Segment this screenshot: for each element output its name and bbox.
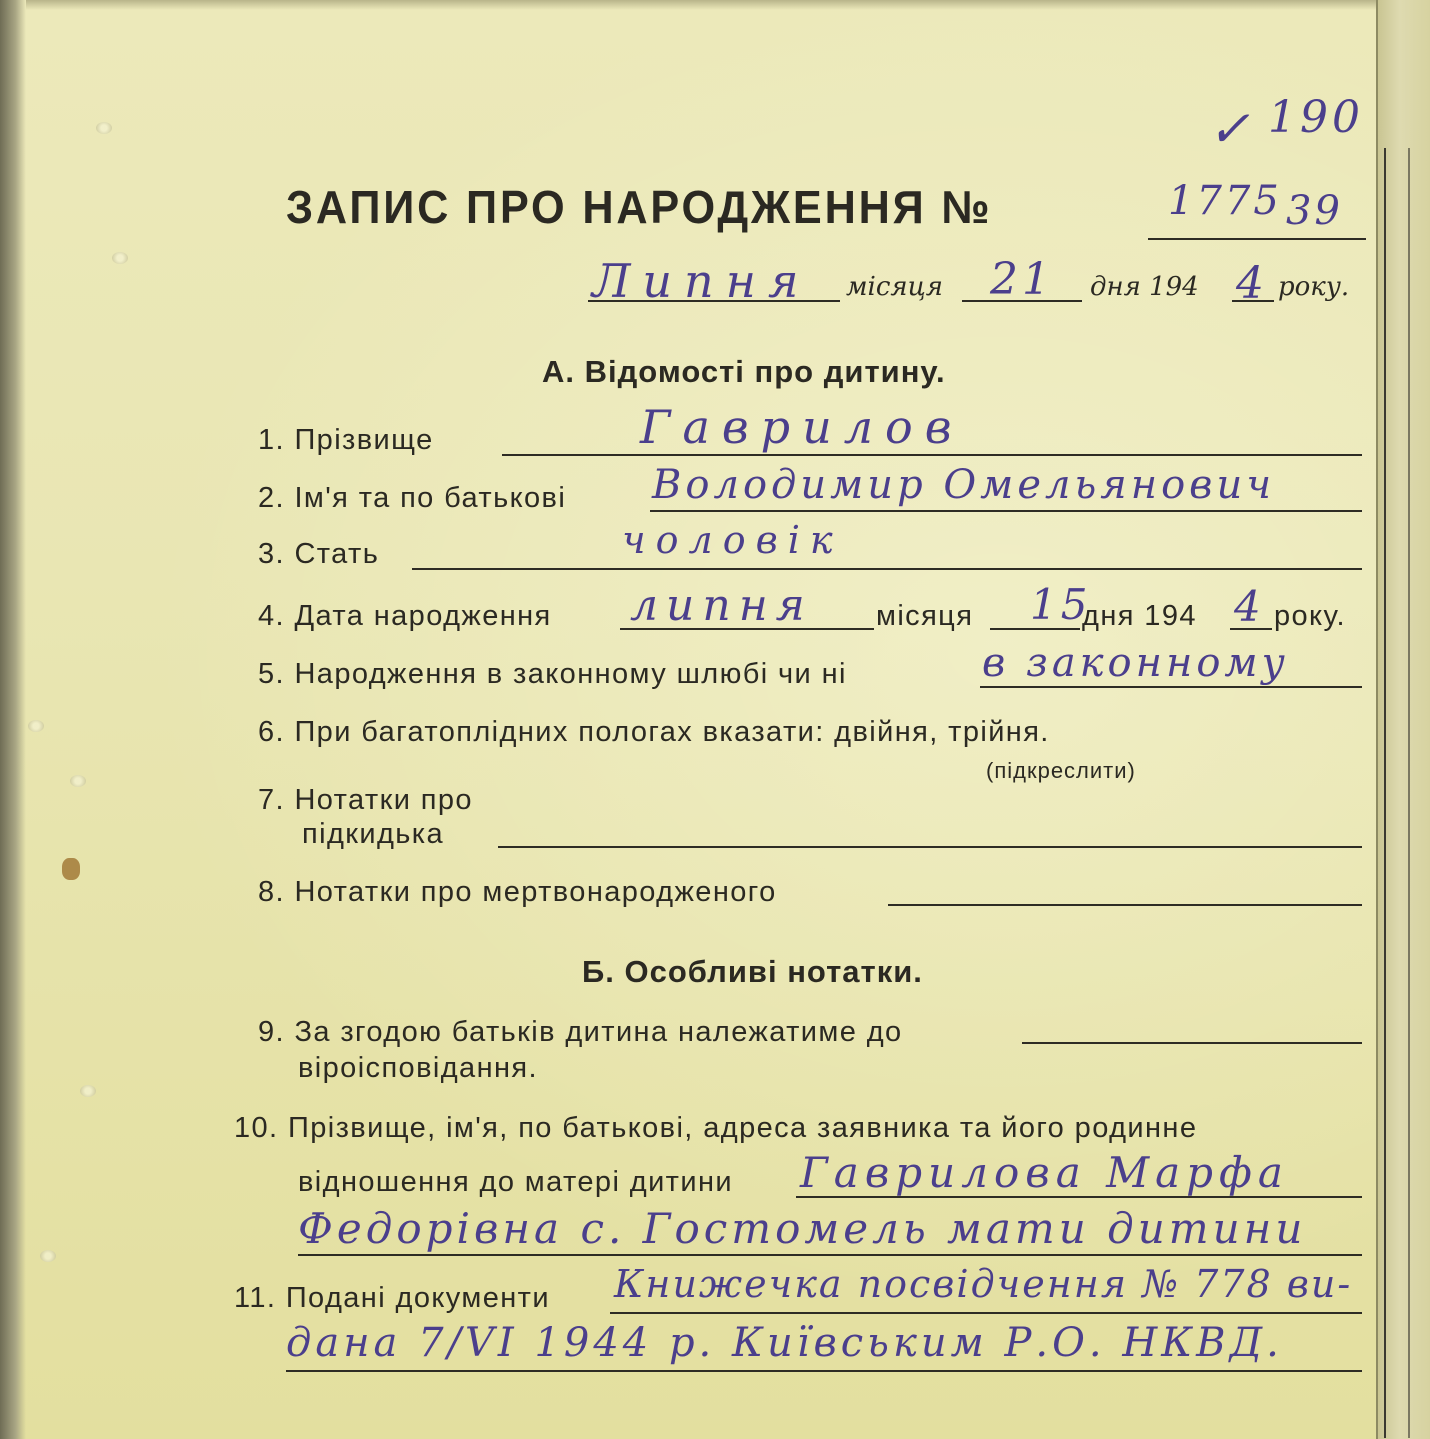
- birth-year-value: 4: [1234, 582, 1265, 631]
- documents-value-line1: Книжечка посвідчення № 778 ви-: [614, 1262, 1353, 1306]
- field-10-line-2: [298, 1254, 1362, 1256]
- record-number-suffix: 39: [1286, 188, 1343, 234]
- page-top-edge: [26, 0, 1376, 10]
- registration-month-label: місяця: [846, 272, 944, 302]
- registration-day-label: дня 194: [1090, 272, 1199, 302]
- legitimacy-value: в законному: [982, 640, 1289, 686]
- page-left-edge: [0, 0, 26, 1439]
- binder-hole: [40, 1250, 56, 1262]
- birth-year-label: року.: [1274, 600, 1346, 632]
- field-2-line: [650, 510, 1362, 512]
- field-10-label-line2: відношення до матері дитини: [298, 1166, 733, 1198]
- registration-year-label: року.: [1278, 272, 1350, 302]
- field-3-line: [412, 568, 1362, 570]
- binder-hole: [70, 775, 86, 787]
- field-6-note: (підкреслити): [986, 758, 1136, 783]
- surname-value: Гаврилов: [640, 400, 964, 454]
- field-7-line: [498, 846, 1362, 848]
- field-10-label-line1: 10. Прізвище, ім'я, по батькові, адреса заявника та його родинне: [234, 1112, 1198, 1144]
- corner-number: 190: [1268, 92, 1364, 143]
- field-7-label-line2: підкидька: [302, 818, 445, 850]
- birth-month-label: місяця: [876, 600, 974, 632]
- binder-hole: [96, 122, 112, 134]
- right-border-line: [1384, 148, 1386, 1438]
- field-7-label-line1: 7. Нотатки про: [258, 784, 473, 816]
- birth-month-value: липня: [630, 580, 813, 631]
- documents-value-line2: дана 7/VI 1944 р. Київським Р.О. НКВД.: [286, 1320, 1283, 1366]
- field-4-label: 4. Дата народження: [258, 600, 552, 632]
- field-11-line-1: [610, 1312, 1362, 1314]
- sex-value: чоловік: [622, 518, 843, 562]
- applicant-name-value: Гаврилова Марфа: [800, 1148, 1289, 1197]
- field-8-label: 8. Нотатки про мертвонародженого: [258, 876, 777, 908]
- section-a-heading: А. Відомості про дитину.: [542, 354, 946, 389]
- registration-month-value: Липня: [592, 254, 811, 308]
- field-11-line-2: [286, 1370, 1362, 1372]
- field-9-label-line2: віроісповідання.: [298, 1052, 538, 1084]
- section-b-heading: Б. Особливі нотатки.: [582, 954, 923, 989]
- field-3-label: 3. Стать: [258, 538, 380, 570]
- field-9-line: [1022, 1042, 1362, 1044]
- paper-stain: [62, 858, 80, 880]
- right-border-line: [1408, 148, 1410, 1438]
- registration-day-value: 21: [990, 254, 1054, 305]
- birth-day-label: дня 194: [1082, 600, 1197, 632]
- binder-hole: [28, 720, 44, 732]
- binder-hole: [112, 252, 128, 264]
- record-number-line: [1148, 238, 1366, 240]
- field-6-label: 6. При багатоплідних пологах вказати: двійня, трійня.: [258, 716, 1050, 748]
- field-1-label: 1. Прізвище: [258, 424, 434, 456]
- record-number-value: 1775: [1168, 178, 1282, 224]
- corner-check-mark: ✓: [1208, 100, 1254, 158]
- field-1-line: [502, 454, 1362, 456]
- field-9-label-line1: 9. За згодою батьків дитина належатиме до: [258, 1016, 903, 1048]
- field-5-line: [980, 686, 1362, 688]
- field-2-label: 2. Ім'я та по батькові: [258, 482, 567, 514]
- field-5-label: 5. Народження в законному шлюбі чи ні: [258, 658, 847, 690]
- first-patronymic-value: Володимир Омельянович: [652, 462, 1276, 508]
- birth-day-value: 15: [1030, 580, 1092, 629]
- field-8-line: [888, 904, 1362, 906]
- binder-hole: [80, 1085, 96, 1097]
- field-11-label: 11. Подані документи: [234, 1282, 550, 1314]
- applicant-address-value: Федорівна с. Гостомель мати дитини: [298, 1204, 1307, 1253]
- registration-year-value: 4: [1236, 258, 1268, 309]
- page-title: ЗАПИС ПРО НАРОДЖЕННЯ №: [286, 181, 993, 233]
